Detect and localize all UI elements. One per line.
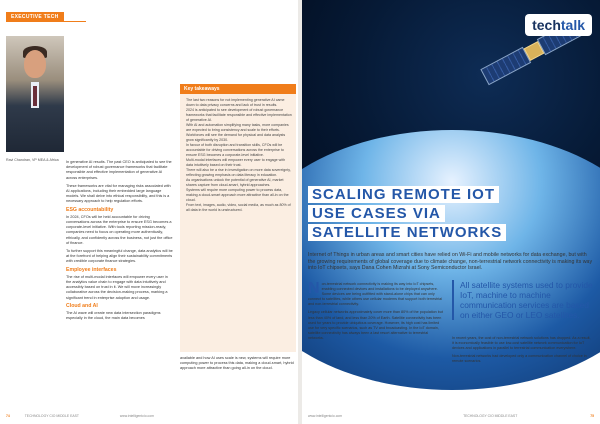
photo-caption: Ravi Chandran, VP MEA & Africa [6, 158, 59, 162]
article-body-column-2 [452, 336, 592, 364]
executive-photo [6, 36, 64, 152]
key-takeaways-box [180, 84, 296, 352]
standfirst: Internet of Things in urban areas and smart cities have relied on Wi-Fi and mobile networks for data exchange, but with the growing requirements of global coverage due to climate change, non-terrestrial network connectivity is making its way into IoT chipsets, says Dana Cohen Mizrahi at Sony Semiconductor Israel. [308, 252, 593, 272]
takeaway-item: From text, images, audio, video, social media, as much as 80% of all data in the world is unstructured. [186, 203, 291, 212]
paragraph: on-terrestrial network connectivity is making its way into IoT chipsets, enabling connected devices and installations to be deployed anywhere. Some devices are being outfitted with stand-alone chips that can only connect to satellites, while others use cellular modems that support both terrestrial and non-terrestrial connectivity. [308, 282, 443, 307]
logo-part: t [532, 17, 537, 33]
headline-line: SCALING REMOTE IOT [308, 186, 499, 203]
article-body-column-1 [308, 282, 444, 341]
subheading: Cloud and AI [66, 302, 98, 309]
page-number: 74 [6, 414, 10, 418]
article-column-2 [180, 356, 296, 375]
photo-face [24, 50, 46, 78]
takeaway-item: In favour of both disruption and transition skills, CFOs will be accountable for driving conversations across the enterprise to ensure ESG becomes a corporate-level initiative. [186, 143, 284, 157]
paragraph: In generative AI results. The past CEO is anticipated to see the development of robust governance frameworks that facilitate responsible and effective implementation of generative AI across enterprises. [66, 160, 172, 180]
subheading: ESG accountability [66, 206, 114, 213]
paragraph: available and how AI uses scale is new, systems will require more computing power to process this data, making a cloud-smart, hybrid approach more attractive than going all-in on the cloud. [180, 356, 294, 371]
right-page [302, 0, 600, 424]
takeaway-item: Workforces will see the demand for physical and data analysts grow significantly by 2030. [186, 133, 286, 142]
right-footer [308, 414, 594, 418]
paragraph: To further support this meaningful change, data analytics will be at the forefront of helping align their sustainability commitments with credible corporate finance strategies. [66, 249, 173, 264]
logo-part: talk [560, 17, 585, 33]
takeaway-item: As organisations unlock the potential of generative AI, market shares capture from cloud-smart, hybrid approaches. [186, 178, 284, 187]
subheading: Employee interfaces [66, 266, 117, 273]
takeaway-item: The last two reasons for not implementing generative AI came down to data privacy concerns and lack of trust in results. [186, 98, 285, 107]
takeaway-item: 2024 is anticipated to see development of robust governance frameworks that facilitate responsible and effective implementation of generative AI. [186, 108, 292, 122]
footer-publication: TECHNOLOGY CIO MIDDLE EAST [463, 414, 518, 418]
drop-cap: N [308, 280, 320, 297]
paragraph: Legacy cellular networks approximately cover more than 80% of the population but less than 40% of land, and less than 20% of Earth. Satellite connectivity has been used for years to provide ubiquitous coverage. However, its high cost has limited use for very specific scenarios, such as TV and broadcasting. In the IoT domain, satellite connectivity has always been a last resort alternative to terrestrial networks. [308, 310, 443, 340]
section-tag: EXECUTIVE TECH [6, 12, 64, 22]
left-footer [6, 414, 292, 418]
takeaway-item: Multi-modal interfaces will empower every user to engage with data intuitively based on their trust. [186, 158, 286, 167]
headline-line: SATELLITE NETWORKS [308, 224, 506, 241]
footer-publication: TECHNOLOGY CIO MIDDLE EAST [24, 414, 79, 418]
paragraph: Non-terrestrial networks had developed only a communication channel of choice in remote scenarios. [452, 354, 587, 364]
paragraph: In recent years, the cost of non-terrestrial network solutions has dropped. As a result, it is economically feasible to use low-cost satellite network communication for IoT devices and applications in parallel to terrestrial communication everywhere. [452, 336, 591, 351]
paragraph: The rise of multi-modal interfaces will empower every user in the analytics value chain to engage with data intuitively and accessibly based on trust in it. We will move increasingly collaborative across the decision-making process, marking a significant trend in enterprise adoption and usage. [66, 274, 168, 300]
solar-panel-left [480, 47, 531, 85]
takeaways-title: Key takeaways [180, 84, 296, 94]
section-rule [6, 21, 86, 22]
paragraph: The AI wave will create new data intersection paradigms especially in the cloud, the main data becomes [66, 311, 161, 321]
article-column-1 [66, 160, 174, 324]
takeaway-item: With AI and automation simplifying many tasks, more companies are expected to bring consistency and scale to their efforts. [186, 123, 289, 132]
paragraph: These frameworks are vital for managing risks associated with AI applications, including their embedded large language models. We shall delve into ethical responsibility, and this is a necessary approach to help regulation efforts. [66, 183, 171, 204]
takeaway-item: There will also be a rise in investigation on more data sovereignty, reflecting growing emphasis on data literacy in education. [186, 168, 291, 177]
footer-url: www.intelligentcio.com [119, 414, 154, 418]
page-number: 75 [590, 414, 594, 418]
photo-tie [33, 86, 37, 106]
pull-quote: All satellite systems used to provide IoT, machine to machine communication services are based on either GEO or LEO satellites. [452, 280, 600, 320]
takeaway-item: Systems will require more computing power to process data, making a cloud-smart approach more attractive than all-in on the cloud. [186, 188, 289, 202]
paragraph: In 2024, CFOs will be held accountable for driving conversations across the enterprise to ensure ESG becomes a corporate-level initiative. With tools reporting mission-ready, companies need to focus on operating more authentically, ethically, and confidently across the business, not just the office of finance. [66, 214, 173, 245]
techtalk-logo [525, 14, 592, 36]
logo-part: ech [536, 17, 561, 33]
headline-line: USE CASES VIA [308, 205, 445, 222]
footer-url: www.intelligentcio.com [308, 414, 343, 418]
article-headline [308, 186, 588, 243]
takeaways-list [186, 98, 292, 213]
left-page [0, 0, 298, 424]
